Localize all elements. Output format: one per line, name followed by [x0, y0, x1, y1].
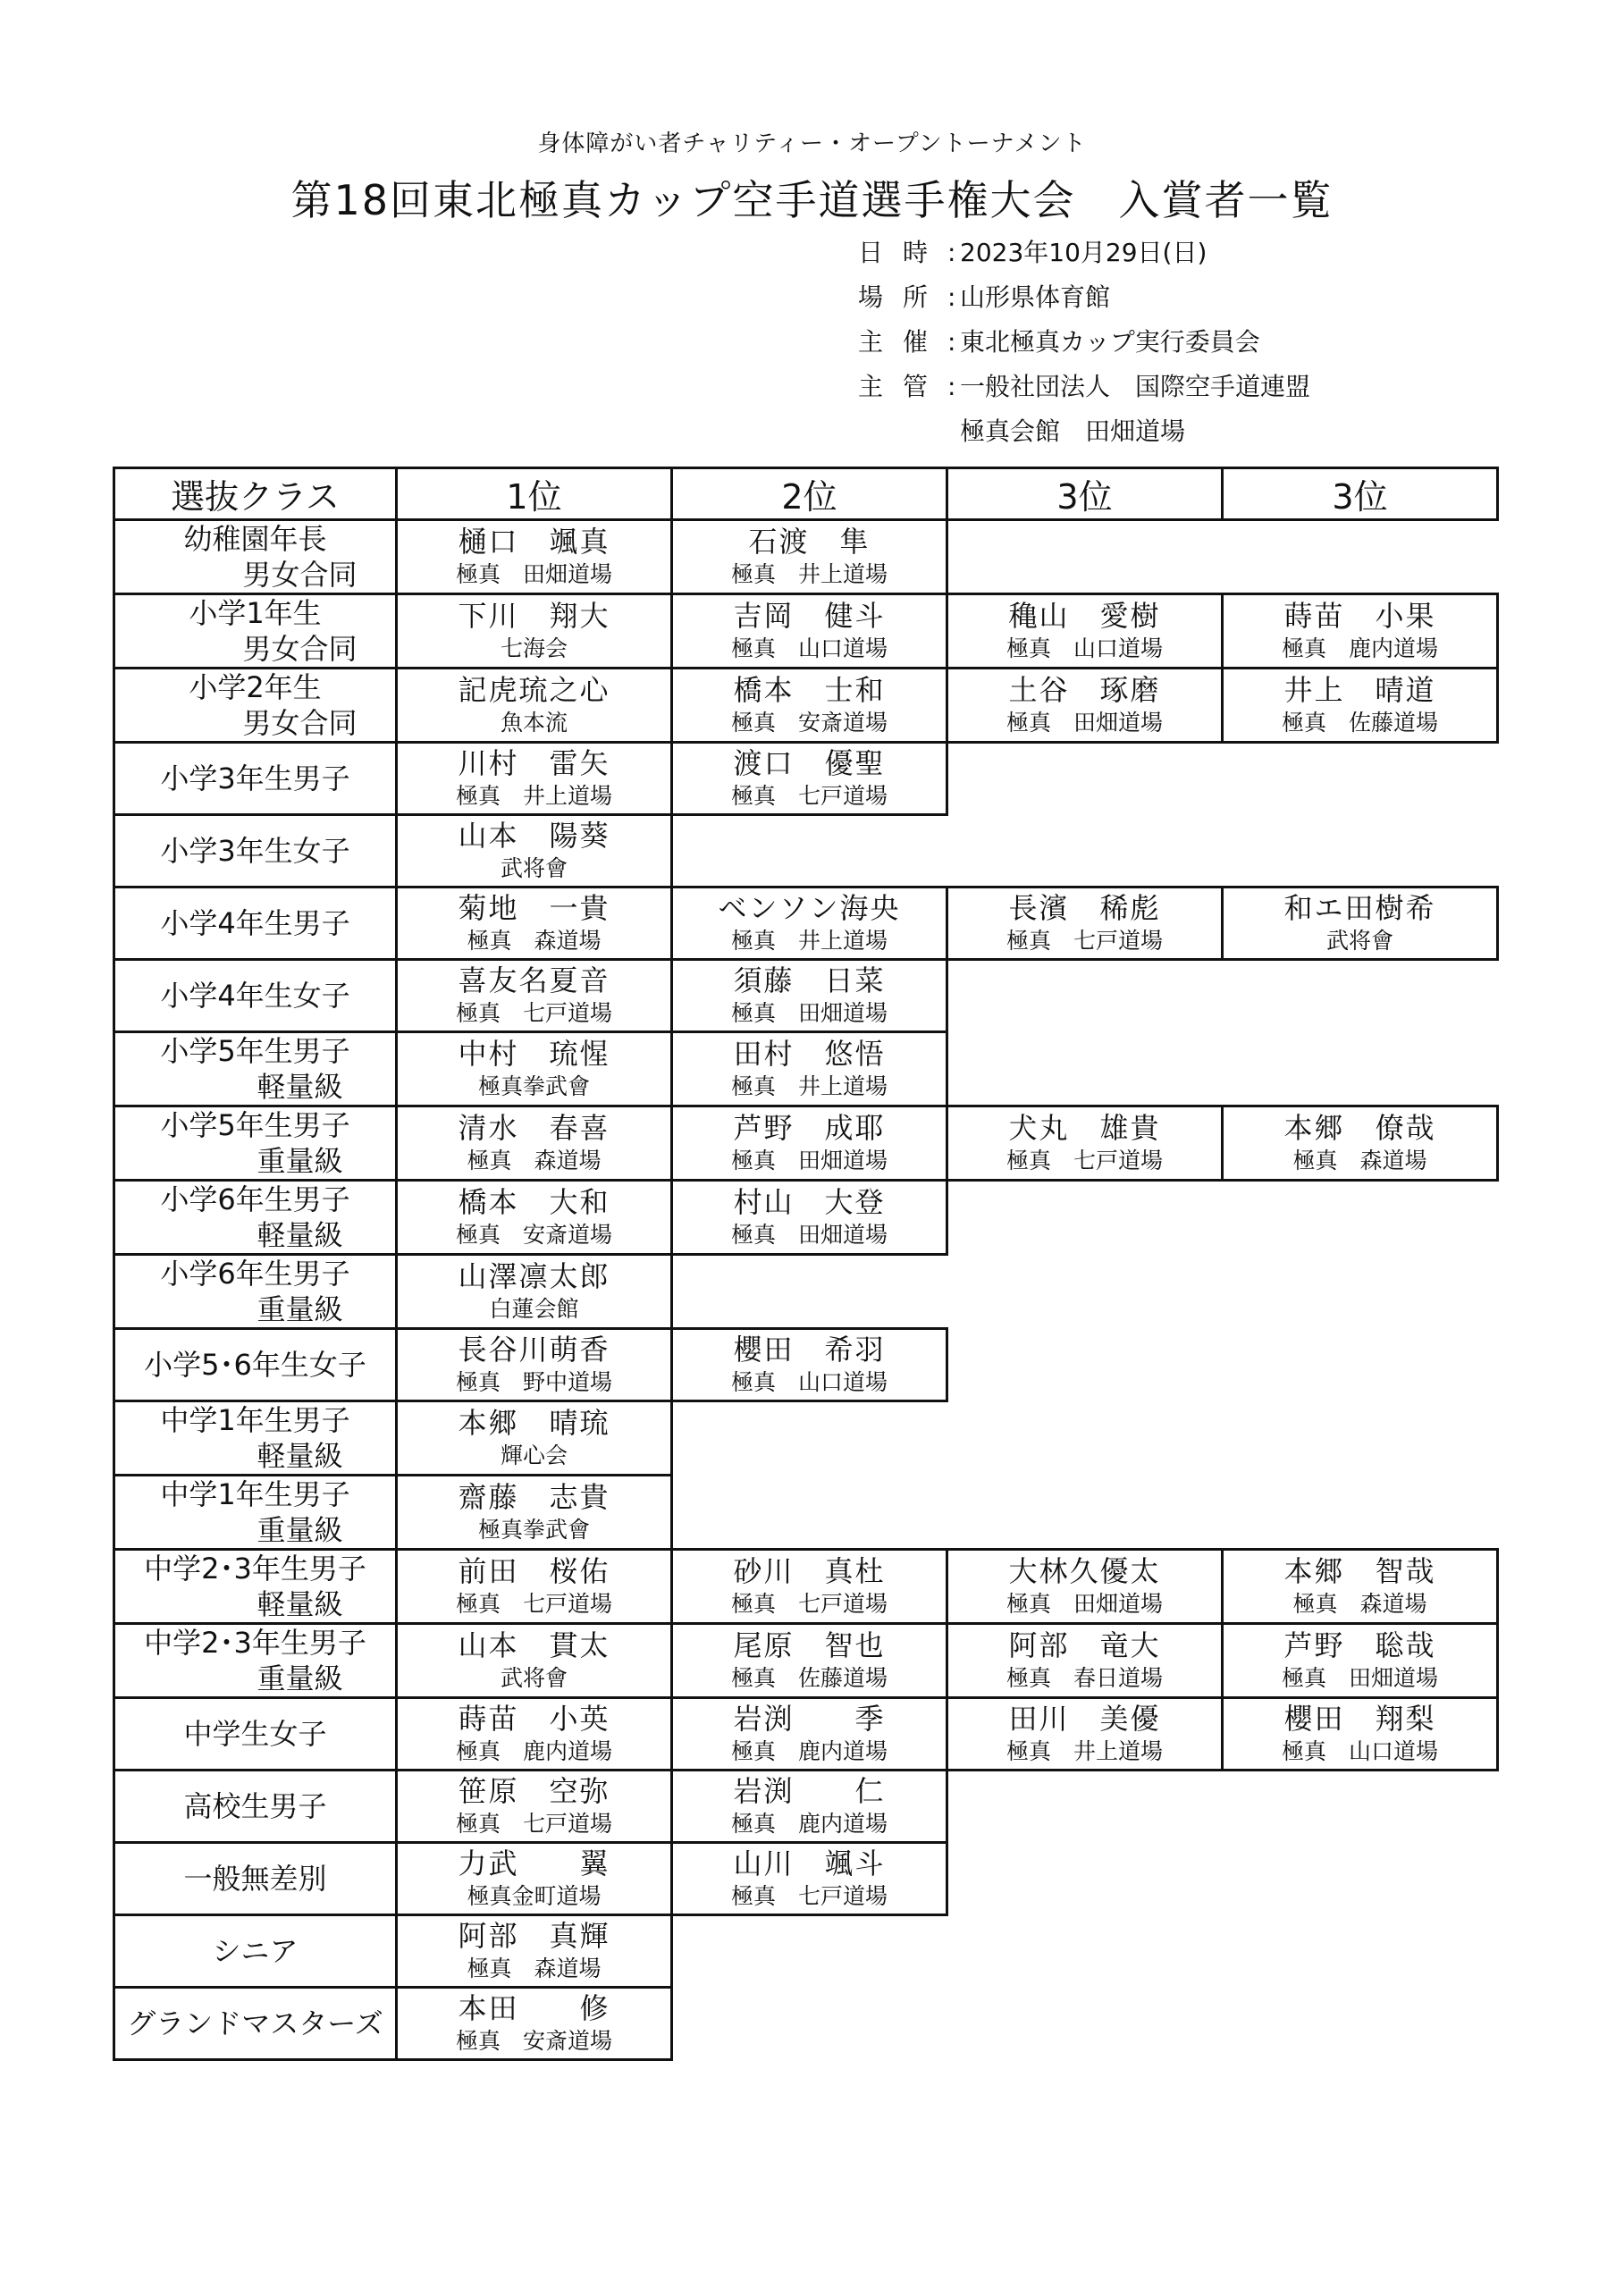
winner-name: 樋口 颯真	[458, 525, 610, 559]
first-place-cell	[397, 960, 672, 1032]
third-place-cell	[1223, 1106, 1498, 1181]
class-subdivision: 男女合同	[242, 558, 358, 592]
winner-dojo: 極真 井上道場	[1006, 1738, 1163, 1764]
first-place-cell	[397, 1771, 672, 1843]
winner-dojo: 極真 七戸道場	[455, 1591, 612, 1617]
first-place-cell	[397, 1843, 672, 1915]
third-place-cell	[1223, 669, 1498, 743]
winner-dojo: 極真 鹿内道場	[1281, 635, 1438, 661]
winner-dojo: 極真 七戸道場	[730, 1883, 888, 1909]
info-row-organizer: 主催 : 東北極真カップ実行委員会	[858, 320, 1310, 365]
second-place-cell	[672, 1988, 947, 2060]
class-name: 一般無差別	[183, 1862, 327, 1896]
class-cell	[114, 815, 397, 887]
winner-dojo: 極真 七戸道場	[455, 1811, 612, 1837]
table-header-row	[114, 468, 1498, 520]
winner-dojo: 極真金町道場	[467, 1883, 602, 1909]
first-place-cell	[397, 1181, 672, 1255]
third-place-cell	[947, 1032, 1223, 1106]
winner-name: 岩渕 季	[733, 1702, 886, 1736]
second-place-cell	[672, 1255, 947, 1329]
winner-dojo: 極真 井上道場	[730, 561, 888, 587]
table-row	[114, 594, 1498, 669]
third-place-cell	[1223, 594, 1498, 669]
results-table	[113, 467, 1499, 2061]
second-place-cell	[672, 1032, 947, 1106]
class-cell	[114, 1329, 397, 1401]
first-place-cell	[397, 1106, 672, 1181]
second-place-cell	[672, 887, 947, 960]
info-row-venue: 場所 : 山形県体育館	[858, 275, 1310, 320]
winner-name: ベンソン海央	[718, 891, 901, 925]
winner-dojo: 武将會	[500, 1665, 568, 1691]
class-subdivision: 軽量級	[257, 1439, 343, 1473]
third-place-cell	[947, 1329, 1223, 1401]
class-subdivision: 軽量級	[257, 1070, 343, 1104]
class-name: 小学5･6年生女子	[144, 1348, 366, 1382]
second-place-cell	[672, 1550, 947, 1624]
winner-name: 蒔苗 小英	[458, 1702, 610, 1736]
third-place-cell	[947, 1988, 1223, 2060]
third-place-cell	[947, 520, 1223, 594]
page-title: 第18回東北極真カップ空手道選手権大会 入賞者一覧	[290, 176, 1334, 224]
winner-name: 尾原 智也	[733, 1628, 886, 1662]
info-value: 極真会館 田畑道場	[960, 416, 1186, 446]
second-place-cell	[672, 1106, 947, 1181]
winner-dojo: 極真 田畑道場	[1006, 1591, 1163, 1617]
class-cell	[114, 1181, 397, 1255]
class-cell	[114, 520, 397, 594]
first-place-cell	[397, 594, 672, 669]
winner-name: 蒔苗 小果	[1283, 599, 1436, 633]
class-cell	[114, 1624, 397, 1698]
table-row	[114, 669, 1498, 743]
first-place-cell	[397, 1988, 672, 2060]
winner-name: 記虎琉之心	[458, 673, 610, 707]
third-place-cell	[1223, 1401, 1498, 1476]
winner-dojo: 極真拳武會	[477, 1517, 590, 1543]
second-place-cell	[672, 594, 947, 669]
info-value: 2023年10月29日(日)	[960, 238, 1207, 267]
first-place-cell	[397, 887, 672, 960]
winner-dojo: 極真 七戸道場	[730, 1591, 888, 1617]
table-row	[114, 1698, 1498, 1771]
info-row-date: 日時 : 2023年10月29日(日)	[858, 231, 1310, 275]
winner-name: 齋藤 志貴	[458, 1480, 610, 1514]
winner-dojo: 極真 森道場	[467, 928, 602, 954]
event-info	[858, 231, 1310, 454]
first-place-cell	[397, 520, 672, 594]
class-subdivision: 重量級	[257, 1292, 343, 1326]
class-cell	[114, 743, 397, 815]
class-cell	[114, 594, 397, 669]
class-name: 小学5年生男子	[160, 1108, 350, 1142]
third-place-cell	[947, 1255, 1223, 1329]
class-subdivision: 男女合同	[242, 632, 358, 666]
third-place-cell	[947, 1181, 1223, 1255]
winner-name: 須藤 日菜	[733, 963, 886, 997]
third-place-cell	[947, 1915, 1223, 1988]
second-place-cell	[672, 520, 947, 594]
class-cell	[114, 1988, 397, 2060]
winner-name: 岩渕 仁	[733, 1774, 886, 1808]
info-value: 一般社団法人 国際空手道連盟	[960, 372, 1311, 401]
second-place-cell	[672, 1843, 947, 1915]
class-name: 小学5年生男子	[160, 1034, 350, 1068]
winner-dojo: 七海会	[500, 635, 568, 661]
winner-dojo: 極真 山口道場	[730, 1369, 888, 1395]
third-place-cell	[1223, 1988, 1498, 2060]
second-place-cell	[672, 815, 947, 887]
winner-dojo: 極真 井上道場	[730, 1073, 888, 1099]
info-row-management-cont	[858, 409, 1310, 454]
winner-name: 笹原 空弥	[458, 1774, 610, 1808]
winner-dojo: 極真 井上道場	[730, 928, 888, 954]
table-row	[114, 1843, 1498, 1915]
table-row	[114, 1550, 1498, 1624]
third-place-cell	[1223, 1181, 1498, 1255]
first-place-cell	[397, 815, 672, 887]
winner-name: 長濱 稀彪	[1008, 891, 1161, 925]
third-place-cell	[947, 960, 1223, 1032]
table-row	[114, 1771, 1498, 1843]
winner-dojo: 極真 森道場	[1292, 1148, 1427, 1173]
winner-name: 土谷 琢磨	[1008, 673, 1161, 707]
third-place-cell	[1223, 960, 1498, 1032]
winner-name: 田村 悠悟	[733, 1037, 886, 1071]
class-name: 小学6年生男子	[160, 1257, 350, 1291]
event-subtitle: 身体障がい者チャリティー・オープントーナメント	[537, 130, 1087, 157]
third-place-cell	[1223, 1550, 1498, 1624]
third-place-cell	[947, 1624, 1223, 1698]
winner-name: 井上 晴道	[1283, 673, 1436, 707]
winner-name: 力武 翼	[458, 1846, 610, 1880]
info-label: 日時	[858, 238, 948, 267]
third-place-cell	[1223, 1843, 1498, 1915]
third-place-cell	[947, 1843, 1223, 1915]
winner-name: 田川 美優	[1008, 1702, 1161, 1736]
column-header-3rd: 3位	[947, 468, 1223, 520]
class-name: 小学2年生	[189, 670, 322, 704]
winner-dojo: 極真 山口道場	[1006, 635, 1163, 661]
table-row	[114, 1401, 1498, 1476]
class-name: 小学1年生	[189, 596, 322, 630]
table-row	[114, 1624, 1498, 1698]
winner-name: 喜友名夏音	[458, 963, 610, 997]
class-cell	[114, 1401, 397, 1476]
third-place-cell	[947, 1476, 1223, 1550]
class-subdivision: 重量級	[257, 1661, 343, 1695]
table-row	[114, 1476, 1498, 1550]
first-place-cell	[397, 1329, 672, 1401]
winner-dojo: 極真 七戸道場	[1006, 928, 1163, 954]
winner-dojo: 極真 森道場	[467, 1956, 602, 1981]
first-place-cell	[397, 1550, 672, 1624]
winner-name: 山川 颯斗	[733, 1846, 886, 1880]
third-place-cell	[1223, 1698, 1498, 1771]
third-place-cell	[1223, 1915, 1498, 1988]
winner-name: 穐山 愛樹	[1008, 599, 1161, 633]
winner-dojo: 極真 佐藤道場	[730, 1665, 888, 1691]
winner-dojo: 極真 安斎道場	[455, 2028, 612, 2054]
first-place-cell	[397, 1915, 672, 1988]
second-place-cell	[672, 1329, 947, 1401]
info-label: 主管	[858, 372, 948, 401]
second-place-cell	[672, 669, 947, 743]
winner-dojo: 白蓮会館	[489, 1296, 579, 1322]
third-place-cell	[947, 1106, 1223, 1181]
first-place-cell	[397, 1255, 672, 1329]
winner-dojo: 武将會	[500, 855, 568, 881]
class-cell	[114, 887, 397, 960]
winner-dojo: 極真 七戸道場	[730, 783, 888, 809]
winner-name: 芦野 聡哉	[1283, 1628, 1436, 1662]
class-name: グランドマスターズ	[127, 2006, 383, 2040]
winner-name: 中村 琉惺	[458, 1037, 610, 1071]
table-row	[114, 743, 1498, 815]
winner-name: 大林久優太	[1008, 1554, 1161, 1588]
second-place-cell	[672, 1476, 947, 1550]
class-cell	[114, 1476, 397, 1550]
table-row	[114, 520, 1498, 594]
table-row	[114, 1032, 1498, 1106]
class-cell	[114, 1698, 397, 1771]
winner-name: 和エ田樹希	[1283, 891, 1436, 925]
table-row	[114, 1106, 1498, 1181]
third-place-cell	[1223, 1329, 1498, 1401]
second-place-cell	[672, 1624, 947, 1698]
winner-name: 阿部 真輝	[458, 1919, 610, 1953]
winner-name: 犬丸 雄貴	[1008, 1111, 1161, 1145]
third-place-cell	[1223, 743, 1498, 815]
table-row	[114, 960, 1498, 1032]
info-value: 東北極真カップ実行委員会	[960, 327, 1260, 357]
class-cell	[114, 1255, 397, 1329]
third-place-cell	[947, 669, 1223, 743]
first-place-cell	[397, 1476, 672, 1550]
winner-dojo: 極真拳武會	[477, 1073, 590, 1099]
winner-dojo: 極真 鹿内道場	[455, 1738, 612, 1764]
winner-dojo: 極真 佐藤道場	[1281, 710, 1438, 736]
third-place-cell	[947, 1698, 1223, 1771]
winner-name: 山本 陽葵	[458, 819, 610, 853]
winner-name: 清水 春喜	[458, 1111, 610, 1145]
winner-dojo: 武将會	[1325, 928, 1393, 954]
winner-name: 櫻田 翔梨	[1283, 1702, 1436, 1736]
winner-dojo: 極真 安斎道場	[730, 710, 888, 736]
column-header-2nd: 2位	[672, 468, 947, 520]
table-row	[114, 1255, 1498, 1329]
third-place-cell	[1223, 1624, 1498, 1698]
info-label: 主催	[858, 327, 948, 357]
class-name: 幼稚園年長	[183, 522, 327, 556]
winner-name: 山澤凛太郎	[458, 1259, 610, 1293]
winner-name: 山本 貫太	[458, 1628, 610, 1662]
winner-name: 吉岡 健斗	[733, 599, 886, 633]
class-cell	[114, 1550, 397, 1624]
table-row	[114, 887, 1498, 960]
second-place-cell	[672, 743, 947, 815]
third-place-cell	[1223, 1032, 1498, 1106]
winner-dojo: 極真 田畑道場	[730, 1000, 888, 1026]
info-row-management: 主管 : 一般社団法人 国際空手道連盟	[858, 365, 1310, 409]
winner-name: 阿部 竜大	[1008, 1628, 1161, 1662]
table-row	[114, 1988, 1498, 2060]
winner-dojo: 輝心会	[500, 1443, 568, 1468]
table-row	[114, 1915, 1498, 1988]
third-place-cell	[947, 1401, 1223, 1476]
class-name: 中学1年生男子	[160, 1403, 350, 1437]
winner-dojo: 極真 森道場	[467, 1148, 602, 1173]
class-name: 小学4年生男子	[160, 906, 350, 940]
class-subdivision: 軽量級	[257, 1218, 343, 1252]
first-place-cell	[397, 669, 672, 743]
table-row	[114, 1181, 1498, 1255]
table-row	[114, 815, 1498, 887]
first-place-cell	[397, 743, 672, 815]
winner-name: 菊地 一貴	[458, 891, 610, 925]
class-subdivision: 重量級	[257, 1144, 343, 1178]
class-cell	[114, 960, 397, 1032]
winner-dojo: 極真 井上道場	[455, 783, 612, 809]
winner-dojo: 極真 森道場	[1292, 1591, 1427, 1617]
class-name: シニア	[212, 1934, 299, 1968]
winner-name: 前田 桜佑	[458, 1554, 610, 1588]
winner-name: 本郷 智哉	[1283, 1554, 1436, 1588]
winner-name: 渡口 優聖	[733, 746, 886, 780]
winner-name: 砂川 真杜	[733, 1554, 886, 1588]
winner-name: 村山 大登	[733, 1185, 886, 1219]
class-name: 小学4年生女子	[160, 979, 350, 1013]
winner-dojo: 極真 田畑道場	[1006, 710, 1163, 736]
third-place-cell	[1223, 887, 1498, 960]
winner-dojo: 極真 春日道場	[1006, 1665, 1163, 1691]
winner-name: 橋本 士和	[733, 673, 886, 707]
class-subdivision: 男女合同	[242, 706, 358, 740]
winner-name: 本郷 晴琉	[458, 1406, 610, 1440]
winner-dojo: 極真 七戸道場	[455, 1000, 612, 1026]
winner-dojo: 極真 田畑道場	[1281, 1665, 1438, 1691]
winner-name: 櫻田 希羽	[733, 1333, 886, 1367]
winner-dojo: 極真 田畑道場	[730, 1222, 888, 1248]
third-place-cell	[1223, 1771, 1498, 1843]
third-place-cell	[947, 815, 1223, 887]
third-place-cell	[947, 1550, 1223, 1624]
winner-dojo: 極真 田畑道場	[730, 1148, 888, 1173]
winner-dojo: 極真 安斎道場	[455, 1222, 612, 1248]
winner-name: 長谷川萌香	[458, 1333, 610, 1367]
winner-dojo: 極真 山口道場	[730, 635, 888, 661]
winner-name: 本田 修	[458, 1991, 610, 2025]
winner-dojo: 極真 野中道場	[455, 1369, 612, 1395]
winner-dojo: 極真 鹿内道場	[730, 1811, 888, 1837]
class-name: 小学3年生女子	[160, 834, 350, 868]
winner-dojo: 極真 山口道場	[1281, 1738, 1438, 1764]
winner-name: 本郷 僚哉	[1283, 1111, 1436, 1145]
winner-name: 橋本 大和	[458, 1185, 610, 1219]
third-place-cell	[1223, 1255, 1498, 1329]
winner-dojo: 魚本流	[500, 710, 568, 736]
class-cell	[114, 669, 397, 743]
class-name: 高校生男子	[183, 1789, 327, 1823]
class-subdivision: 重量級	[257, 1513, 343, 1547]
third-place-cell	[1223, 815, 1498, 887]
second-place-cell	[672, 1698, 947, 1771]
second-place-cell	[672, 1771, 947, 1843]
class-cell	[114, 1915, 397, 1988]
second-place-cell	[672, 1915, 947, 1988]
class-cell	[114, 1843, 397, 1915]
third-place-cell	[947, 743, 1223, 815]
winner-name: 下川 翔大	[458, 599, 610, 633]
table-row	[114, 1329, 1498, 1401]
class-name: 中学2･3年生男子	[144, 1552, 366, 1586]
column-header-1st: 1位	[397, 468, 672, 520]
class-name: 中学生女子	[183, 1717, 327, 1751]
class-name: 中学2･3年生男子	[144, 1626, 366, 1660]
info-value: 山形県体育館	[960, 282, 1111, 312]
second-place-cell	[672, 1181, 947, 1255]
winner-dojo: 極真 鹿内道場	[730, 1738, 888, 1764]
first-place-cell	[397, 1624, 672, 1698]
column-header-class: 選抜クラス	[114, 468, 397, 520]
third-place-cell	[947, 594, 1223, 669]
class-name: 小学3年生男子	[160, 761, 350, 795]
first-place-cell	[397, 1401, 672, 1476]
third-place-cell	[1223, 1476, 1498, 1550]
third-place-cell	[947, 887, 1223, 960]
winner-name: 川村 雷矢	[458, 746, 610, 780]
class-name: 小学6年生男子	[160, 1182, 350, 1216]
column-header-3rd: 3位	[1223, 468, 1498, 520]
class-name: 中学1年生男子	[160, 1477, 350, 1511]
winner-name: 石渡 隼	[748, 525, 871, 559]
third-place-cell	[1223, 520, 1498, 594]
class-cell	[114, 1032, 397, 1106]
first-place-cell	[397, 1032, 672, 1106]
first-place-cell	[397, 1698, 672, 1771]
class-cell	[114, 1771, 397, 1843]
class-cell	[114, 1106, 397, 1181]
winner-dojo: 極真 七戸道場	[1006, 1148, 1163, 1173]
class-subdivision: 軽量級	[257, 1587, 343, 1621]
winner-name: 芦野 成耶	[733, 1111, 886, 1145]
second-place-cell	[672, 960, 947, 1032]
third-place-cell	[947, 1771, 1223, 1843]
second-place-cell	[672, 1401, 947, 1476]
winner-dojo: 極真 田畑道場	[455, 561, 612, 587]
info-label: 場所	[858, 282, 948, 312]
